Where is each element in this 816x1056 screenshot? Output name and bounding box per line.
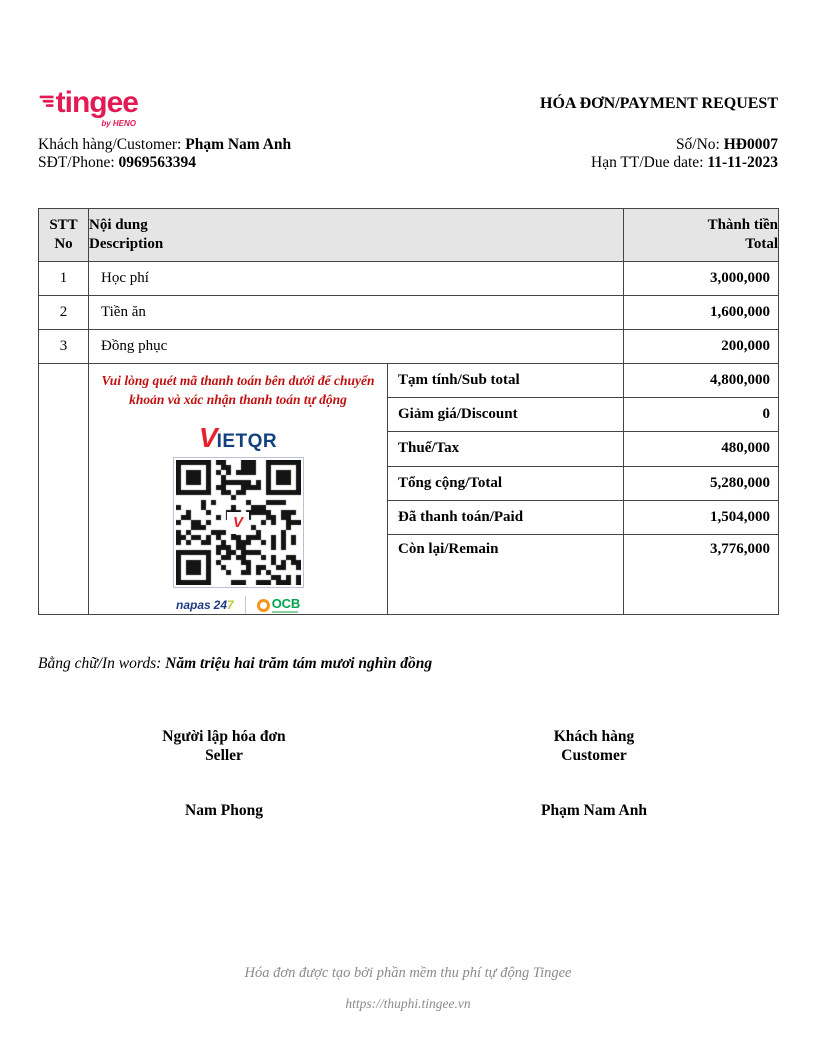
stt-spacer-cell	[39, 364, 89, 615]
logo-divider	[245, 596, 246, 614]
customer-signature-block	[484, 727, 704, 820]
header-no-vi: STT	[49, 217, 78, 234]
header-description-en: Description	[89, 236, 164, 252]
vietqr-qr: QR	[247, 431, 278, 453]
summary-value: 0	[624, 398, 779, 432]
qr-center-v-icon: V	[227, 512, 249, 534]
napas-word: napas	[175, 598, 211, 613]
customer-title-en: Customer	[561, 747, 627, 764]
logo-byline: by HENO	[101, 119, 136, 128]
footer-url[interactable]: https://thuphi.tingee.vn	[345, 996, 471, 1011]
customer-label: Khách hàng/Customer:	[38, 136, 182, 153]
phone-line	[38, 154, 196, 172]
summary-row	[39, 364, 779, 398]
logo-wordmark: tingee	[55, 86, 138, 119]
seller-title-en: Seller	[205, 747, 243, 764]
speed-lines-icon	[38, 93, 54, 110]
napas-247-logo	[176, 598, 234, 612]
header-description-vi: Nội dung	[89, 217, 148, 234]
item-description: Tiền ăn	[89, 296, 624, 330]
seller-name: Nam Phong	[185, 802, 263, 819]
ocb-circle-icon	[257, 599, 270, 612]
header-total	[624, 209, 779, 262]
invoice-no-label: Số/No:	[675, 136, 720, 153]
qr-frame	[173, 457, 304, 588]
item-total: 200,000	[624, 330, 779, 364]
header-total-vi: Thành tiền	[707, 217, 779, 234]
phone-label: SĐT/Phone:	[38, 154, 115, 171]
due-date-line	[591, 154, 778, 172]
invoice-no: HĐ0007	[723, 136, 778, 153]
header-total-en: Total	[745, 236, 779, 252]
item-row	[39, 296, 779, 330]
vietqr-iet: IET	[216, 431, 248, 453]
item-description: Đồng phục	[89, 330, 624, 364]
footer-note: Hóa đơn được tạo bởi phần mềm thu phí tự động Tingee	[244, 965, 572, 981]
napas-247	[214, 598, 234, 612]
napas-7: 7	[227, 598, 234, 613]
customer-line	[38, 136, 291, 154]
bank-logos	[89, 596, 387, 614]
summary-value: 1,504,000	[624, 500, 779, 534]
vietqr-logo	[89, 424, 387, 452]
summary-value: 480,000	[624, 432, 779, 466]
ocb-logo	[257, 597, 300, 613]
customer-name: Phạm Nam Anh	[185, 136, 292, 153]
summary-label: Tổng cộng/Total	[388, 466, 624, 500]
table-header-row	[39, 209, 779, 262]
ocb-subtext-bar	[272, 611, 298, 613]
item-row	[39, 330, 779, 364]
invoice-no-line	[676, 136, 778, 154]
invoice-table	[38, 208, 779, 615]
napas-24: 24	[213, 598, 228, 613]
summary-value: 5,280,000	[624, 466, 779, 500]
seller-title-vi: Người lập hóa đơn	[162, 728, 286, 745]
tingee-logo	[38, 88, 138, 128]
summary-value: 3,776,000	[624, 534, 779, 614]
summary-label: Thuế/Tax	[388, 432, 624, 466]
document-title: HÓA ĐƠN/PAYMENT REQUEST	[540, 95, 778, 112]
item-description: Học phí	[89, 262, 624, 296]
summary-label: Đã thanh toán/Paid	[388, 500, 624, 534]
header-description	[89, 209, 624, 262]
item-total: 1,600,000	[624, 296, 779, 330]
amount-in-words	[38, 655, 432, 673]
item-no: 1	[39, 262, 89, 296]
qr-instruction-text: Vui lòng quét mã thanh toán bên dưới để chuyển khoản và xác nhận thanh toán tự động	[101, 373, 375, 408]
customer-title-vi: Khách hàng	[553, 728, 635, 745]
item-no: 2	[39, 296, 89, 330]
item-no: 3	[39, 330, 89, 364]
header-no	[39, 209, 89, 262]
due-date-label: Hạn TT/Due date:	[591, 154, 704, 171]
phone-number: 0969563394	[118, 154, 197, 171]
seller-signature-block	[114, 727, 334, 820]
summary-label: Tạm tính/Sub total	[388, 364, 624, 398]
item-row	[39, 262, 779, 296]
ocb-text: OCB	[271, 596, 301, 612]
summary-label: Còn lại/Remain	[388, 534, 624, 614]
item-total: 3,000,000	[624, 262, 779, 296]
due-date: 11-11-2023	[707, 154, 778, 171]
customer-signature-name: Phạm Nam Anh	[541, 802, 647, 819]
in-words-label: Bằng chữ/In words:	[38, 655, 162, 672]
vietqr-v: V	[198, 422, 218, 454]
payment-qr-cell	[89, 364, 388, 615]
header-no-en: No	[54, 236, 73, 252]
in-words-value: Năm triệu hai trăm tám mươi nghìn đồng	[165, 655, 433, 672]
summary-value: 4,800,000	[624, 364, 779, 398]
summary-label: Giảm giá/Discount	[388, 398, 624, 432]
